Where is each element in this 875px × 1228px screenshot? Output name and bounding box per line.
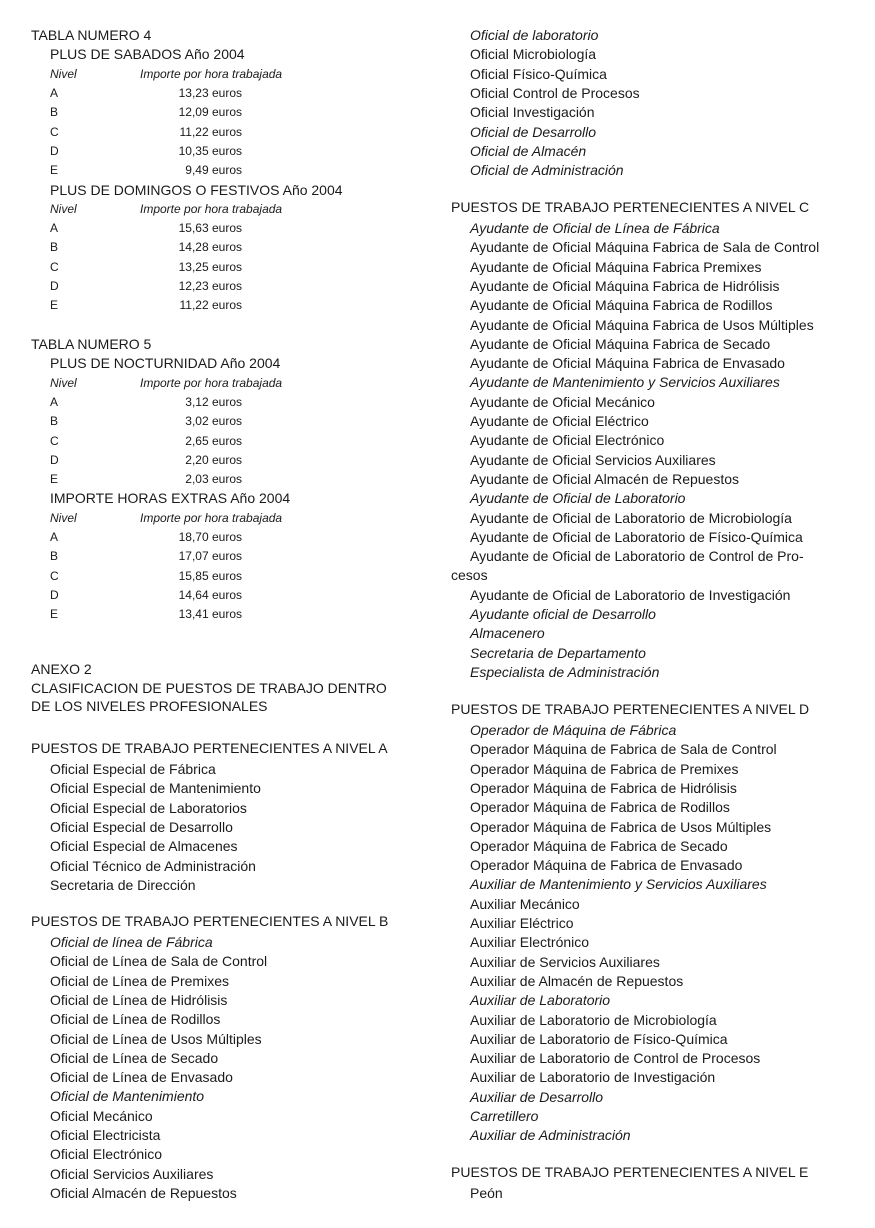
list-item: Auxiliar Eléctrico: [470, 915, 574, 931]
list-item: Auxiliar de Servicios Auxiliares: [470, 953, 660, 970]
list-item: Auxiliar de Desarrollo: [470, 1088, 604, 1105]
table-row: [50, 277, 250, 295]
list-item: Ayudante de Oficial de Laboratorio de Microbiología: [470, 509, 792, 526]
table-row: [50, 142, 250, 160]
list-item: Especialista de Administración: [470, 663, 660, 680]
table-row: [50, 123, 250, 141]
list-item: Carretillero: [470, 1108, 539, 1124]
list-item: Ayudante de Oficial Almacén de Repuestos: [470, 470, 740, 487]
nivel-cell: A: [50, 221, 59, 235]
header-nivel: Nivel: [50, 202, 77, 216]
nivel-cell: C: [50, 568, 59, 583]
importe-cell: 15,85 euros: [178, 568, 242, 583]
importe-cell: 17,07 euros: [178, 549, 242, 564]
header-nivel: Nivel: [50, 376, 77, 390]
table-row: [50, 528, 250, 546]
list-item: Oficial Mecánico: [50, 1107, 153, 1124]
list-item: Oficial de Línea de Hidrólisis: [50, 991, 228, 1008]
header-nivel: Nivel: [50, 511, 77, 525]
importe-cell: 3,12 euros: [185, 395, 242, 409]
list-item: Auxiliar de Laboratorio de Físico-Química: [470, 1030, 728, 1047]
nivel-cell: D: [50, 278, 59, 293]
list-item: Oficial de Línea de Secado: [50, 1049, 219, 1066]
list-item: Oficial de Línea de Envasado: [50, 1069, 233, 1086]
importe-cell: 11,22 euros: [179, 298, 242, 313]
table-row: [50, 586, 250, 604]
list-item: Operador Máquina de Fabrica de Usos Múltiples: [470, 818, 772, 835]
importe-cell: 2,20 euros: [185, 452, 242, 467]
nivel-b-title: PUESTOS DE TRABAJO PERTENECIENTES A NIVEL B: [31, 913, 389, 929]
list-item: Ayudante de Oficial Eléctrico: [470, 413, 649, 429]
list-item: Auxiliar de Almacén de Repuestos: [470, 972, 684, 989]
list-item: Oficial Electricista: [50, 1127, 161, 1143]
table-row: [50, 84, 250, 102]
list-item: Auxiliar de Mantenimiento y Servicios Auxiliares: [470, 876, 767, 893]
nivel-cell: D: [50, 587, 59, 602]
list-item: Operador Máquina de Fabrica de Premixes: [470, 760, 739, 777]
list-item: Oficial de Línea de Sala de Control: [50, 953, 268, 970]
list-item: Ayudante de Oficial Máquina Fabrica de Sala de Control: [470, 239, 820, 256]
table-row: [50, 161, 250, 179]
table-row: [50, 393, 250, 411]
list-item: Oficial Especial de Fábrica: [50, 761, 216, 777]
nocturnidad-title: PLUS DE NOCTURNIDAD Año 2004: [50, 355, 281, 371]
importe-cell: 12,09 euros: [178, 105, 242, 120]
importe-cell: 14,64 euros: [178, 587, 242, 602]
list-item: Ayudante de Oficial de Laboratorio de Investigación: [470, 586, 791, 603]
list-item: Oficial de Mantenimiento: [50, 1088, 205, 1105]
importe-cell: 2,03 euros: [185, 472, 242, 487]
nivel-cell: E: [50, 163, 59, 178]
list-item: Operador Máquina de Fabrica de Hidrólisis: [470, 779, 737, 796]
importe-cell: 10,35 euros: [178, 143, 242, 158]
nivel-c-title: PUESTOS DE TRABAJO PERTENECIENTES A NIVEL C: [451, 199, 810, 215]
nivel-cell: B: [50, 240, 59, 255]
table-row: [50, 412, 250, 430]
list-item: Secretaria de Dirección: [50, 876, 196, 893]
nivel-cell: D: [50, 143, 59, 158]
anexo-title: ANEXO 2: [31, 661, 92, 677]
list-item: Auxiliar Mecánico: [470, 895, 580, 912]
list-item: Oficial de Línea de Premixes: [50, 972, 229, 989]
table-row: [50, 219, 250, 237]
table-row: [50, 103, 250, 121]
list-item: Ayudante de Oficial de Línea de Fábrica: [470, 220, 720, 236]
table-row: [50, 258, 250, 276]
table-row: [50, 547, 250, 565]
list-item: Ayudante oficial de Desarrollo: [470, 606, 656, 622]
list-item: Operador Máquina de Fabrica de Sala de Control: [470, 741, 777, 758]
list-item: Oficial Servicios Auxiliares: [50, 1165, 214, 1182]
sabados-header: [50, 65, 350, 83]
list-item: Operador Máquina de Fabrica de Envasado: [470, 857, 743, 874]
nivel-cell: A: [50, 395, 59, 409]
table-row: [50, 605, 250, 623]
list-item: Oficial Especial de Mantenimiento: [50, 780, 261, 797]
list-item: Auxiliar Electrónico: [470, 934, 590, 951]
anexo-subtitle-1: CLASIFICACION DE PUESTOS DE TRABAJO DENTRO: [31, 680, 387, 696]
list-item: Oficial de Línea de Usos Múltiples: [50, 1030, 262, 1047]
header-nivel: Nivel: [50, 67, 77, 81]
importe-cell: 15,63 euros: [178, 221, 242, 235]
list-item: Oficial de Desarrollo: [470, 123, 597, 140]
domingos-title: PLUS DE DOMINGOS O FESTIVOS Año 2004: [50, 182, 343, 198]
nocturnidad-header: [50, 374, 350, 392]
nivel-cell: A: [50, 86, 59, 100]
list-item: Operador Máquina de Fabrica de Secado: [470, 837, 728, 854]
importe-cell: 13,23 euros: [178, 86, 242, 100]
list-item: Ayudante de Oficial Máquina Fabrica Premixes: [470, 258, 762, 275]
table-row: [50, 296, 250, 314]
anexo-subtitle-2: DE LOS NIVELES PROFESIONALES: [31, 698, 268, 714]
nivel-a-title: PUESTOS DE TRABAJO PERTENECIENTES A NIVEL A: [31, 740, 388, 756]
list-item: Ayudante de Oficial Máquina Fabrica de Hidrólisis: [470, 277, 780, 294]
nivel-cell: B: [50, 105, 59, 120]
list-item: Peón: [470, 1185, 503, 1201]
table-row: [50, 567, 250, 585]
list-item: Ayudante de Oficial Mecánico: [470, 393, 655, 410]
nivel-cell: E: [50, 298, 59, 313]
list-item: Oficial Microbiología: [470, 46, 597, 63]
list-item: Ayudante de Oficial Servicios Auxiliares: [470, 451, 716, 468]
nivel-cell: E: [50, 472, 59, 487]
list-item: Ayudante de Oficial Máquina Fabrica de Usos Múltiples: [470, 316, 814, 333]
list-item: Auxiliar de Administración: [470, 1127, 631, 1144]
list-item: Ayudante de Oficial de Laboratorio de Físico-Química: [470, 528, 803, 545]
list-item: Ayudante de Mantenimiento y Servicios Auxiliares: [470, 374, 780, 391]
list-item: Auxiliar de Laboratorio de Investigación: [470, 1069, 716, 1086]
list-item: Auxiliar de Laboratorio de Control de Procesos: [470, 1050, 761, 1067]
importe-cell: 9,49 euros: [185, 163, 242, 178]
list-item: Almacenero: [470, 625, 545, 642]
list-item: Auxiliar de Laboratorio de Microbiología: [470, 1011, 717, 1028]
list-item: Secretaria de Departamento: [470, 644, 646, 661]
list-item: Oficial de Línea de Rodillos: [50, 1011, 221, 1028]
list-item: Operador de Máquina de Fábrica: [470, 722, 677, 738]
table-row: [50, 451, 250, 469]
list-item: Oficial Control de Procesos: [470, 84, 640, 101]
extras-title: IMPORTE HORAS EXTRAS Año 2004: [50, 490, 291, 506]
nivel-cell: C: [50, 124, 59, 139]
nivel-cell: C: [50, 433, 59, 448]
importe-cell: 18,70 euros: [178, 530, 242, 544]
list-item: Oficial de Administración: [470, 162, 624, 179]
importe-cell: 2,65 euros: [185, 433, 242, 448]
tabla5-title: TABLA NUMERO 5: [31, 336, 152, 352]
nivel-cell: E: [50, 607, 59, 622]
list-item: Oficial Técnico de Administración: [50, 857, 256, 874]
list-item: Ayudante de Oficial Máquina Fabrica de Envasado: [470, 355, 785, 372]
importe-cell: 14,28 euros: [178, 240, 242, 255]
importe-cell: 13,41 euros: [178, 607, 242, 622]
importe-cell: 11,22 euros: [179, 124, 242, 139]
list-item: Oficial de Almacén: [470, 142, 587, 159]
list-item: Oficial de laboratorio: [470, 27, 599, 43]
list-item: Ayudante de Oficial Máquina Fabrica de Secado: [470, 335, 771, 352]
list-item: Oficial de línea de Fábrica: [50, 934, 213, 950]
sabados-title: PLUS DE SABADOS Año 2004: [50, 46, 245, 62]
table-row: [50, 432, 250, 450]
list-item: Ayudante de Oficial de Laboratorio: [470, 490, 686, 507]
list-item: Oficial Especial de Almacenes: [50, 838, 238, 855]
header-importe: Importe por hora trabajada: [140, 511, 283, 525]
list-item: Oficial Almacén de Repuestos: [50, 1184, 237, 1201]
list-item: Ayudante de Oficial Máquina Fabrica de Rodillos: [470, 297, 773, 314]
header-importe: Importe por hora trabajada: [140, 67, 283, 81]
list-item: Oficial Físico-Química: [470, 65, 607, 82]
nivel-cell: B: [50, 414, 59, 429]
importe-cell: 3,02 euros: [185, 414, 242, 429]
list-item: Oficial Especial de Laboratorios: [50, 799, 247, 816]
table-row: [50, 238, 250, 256]
extras-header: [50, 509, 350, 527]
nivel-cell: A: [50, 530, 59, 544]
list-item: Auxiliar de Laboratorio: [470, 992, 611, 1009]
nivel-e-title: PUESTOS DE TRABAJO PERTENECIENTES A NIVEL E: [451, 1164, 809, 1180]
domingos-header: [50, 200, 350, 218]
list-item: Oficial Especial de Desarrollo: [50, 818, 233, 835]
list-item: cesos: [451, 567, 488, 584]
list-item: Operador Máquina de Fabrica de Rodillos: [470, 799, 730, 816]
nivel-cell: B: [50, 549, 59, 564]
list-item: Ayudante de Oficial Electrónico: [470, 432, 665, 449]
tabla4-title: TABLA NUMERO 4: [31, 27, 152, 43]
nivel-cell: C: [50, 259, 59, 274]
list-item: Ayudante de Oficial de Laboratorio de Control de Pro-: [470, 548, 804, 565]
header-importe: Importe por hora trabajada: [140, 376, 283, 390]
nivel-d-title: PUESTOS DE TRABAJO PERTENECIENTES A NIVEL D: [451, 701, 810, 717]
importe-cell: 13,25 euros: [178, 259, 242, 274]
header-importe: Importe por hora trabajada: [140, 202, 283, 216]
list-item: Oficial Investigación: [470, 104, 595, 121]
table-row: [50, 470, 250, 488]
importe-cell: 12,23 euros: [178, 278, 242, 293]
list-item: Oficial Electrónico: [50, 1146, 163, 1163]
nivel-cell: D: [50, 452, 59, 467]
